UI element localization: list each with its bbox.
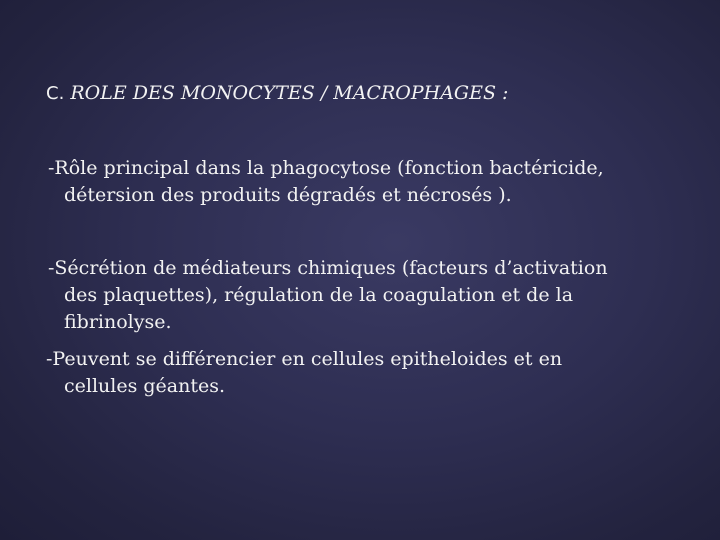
paragraph-line: des plaquettes), régulation de la coagulation et de la — [64, 284, 574, 306]
paragraph-secretion — [48, 255, 688, 336]
paragraph-differenciation — [46, 346, 686, 400]
section-heading — [46, 80, 686, 107]
paragraph-line: -Peuvent se différencier en cellules epitheloides et en — [46, 348, 563, 370]
paragraph-line: fibrinolyse. — [64, 311, 172, 333]
paragraph-line: cellules géantes. — [64, 375, 226, 397]
paragraph-phagocytose — [48, 155, 688, 209]
heading-text: ROLE DES MONOCYTES / MACROPHAGES : — [64, 82, 509, 104]
paragraph-line: -Rôle principal dans la phagocytose (fonction bactéricide, — [48, 157, 604, 179]
heading-letter: C. — [46, 83, 65, 104]
paragraph-line: -Sécrétion de médiateurs chimiques (facteurs d’activation — [48, 257, 608, 279]
paragraph-line: détersion des produits dégradés et nécrosés ). — [64, 184, 512, 206]
